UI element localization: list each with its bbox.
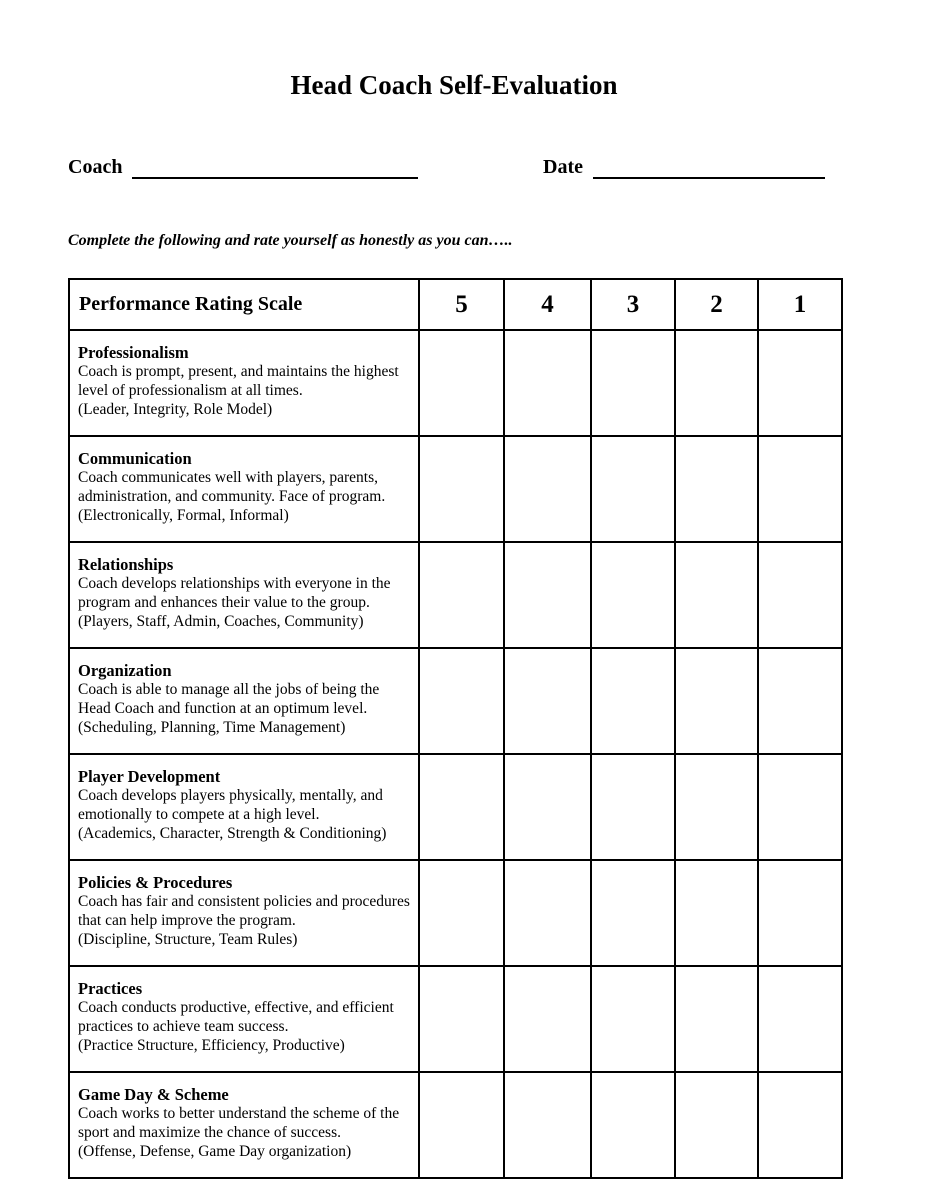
rating-cell-2[interactable] [675, 1072, 758, 1178]
criterion-description: Coach has fair and consistent policies and procedures that can help improve the program. [78, 893, 410, 929]
criterion-description: Coach works to better understand the scheme of the sport and maximize the chance of success. [78, 1105, 400, 1141]
criterion-name: Game Day & Scheme [78, 1085, 229, 1104]
criterion-tags: (Practice Structure, Efficiency, Productive) [78, 1037, 345, 1054]
criterion-name: Relationships [78, 555, 174, 574]
page-title: Head Coach Self-Evaluation [290, 70, 618, 100]
rating-cell-2[interactable] [675, 436, 758, 542]
table-row [69, 542, 842, 648]
rating-cell-3[interactable] [591, 542, 675, 648]
table-row [69, 754, 842, 860]
table-row [69, 330, 842, 436]
rating-cell-2[interactable] [675, 966, 758, 1072]
rating-scale-header: Performance Rating Scale [69, 279, 419, 330]
rating-cell-5[interactable] [419, 436, 504, 542]
criterion-cell [69, 436, 419, 542]
table-row [69, 966, 842, 1072]
rating-cell-3[interactable] [591, 648, 675, 754]
criterion-name: Policies & Procedures [78, 873, 233, 892]
rating-cell-5[interactable] [419, 648, 504, 754]
rating-cell-4[interactable] [504, 436, 591, 542]
rating-cell-4[interactable] [504, 754, 591, 860]
coach-name-line[interactable] [132, 155, 418, 179]
rating-cell-5[interactable] [419, 754, 504, 860]
criterion-tags: (Electronically, Formal, Informal) [78, 507, 289, 524]
criterion-tags: (Players, Staff, Admin, Coaches, Community) [78, 613, 364, 630]
criterion-name: Player Development [78, 767, 221, 786]
table-row [69, 860, 842, 966]
coach-field [68, 155, 418, 179]
score-header-2: 2 [675, 279, 758, 330]
coach-label: Coach [68, 156, 123, 178]
rating-cell-4[interactable] [504, 966, 591, 1072]
criterion-name: Communication [78, 449, 192, 468]
criterion-tags: (Academics, Character, Strength & Conditioning) [78, 825, 387, 842]
evaluation-table [68, 278, 843, 1179]
date-label: Date [543, 156, 583, 178]
criterion-tags: (Offense, Defense, Game Day organization) [78, 1143, 352, 1160]
rating-cell-3[interactable] [591, 754, 675, 860]
rating-cell-3[interactable] [591, 436, 675, 542]
criterion-cell [69, 966, 419, 1072]
date-field [543, 155, 825, 179]
rating-cell-5[interactable] [419, 542, 504, 648]
score-header-4: 4 [504, 279, 591, 330]
table-header-row [69, 279, 842, 330]
rating-cell-1[interactable] [758, 436, 842, 542]
rating-cell-1[interactable] [758, 860, 842, 966]
rating-cell-3[interactable] [591, 330, 675, 436]
rating-cell-2[interactable] [675, 330, 758, 436]
rating-cell-3[interactable] [591, 966, 675, 1072]
score-header-5: 5 [419, 279, 504, 330]
rating-cell-5[interactable] [419, 966, 504, 1072]
criterion-name: Organization [78, 661, 172, 680]
table-row [69, 1072, 842, 1178]
rating-cell-4[interactable] [504, 648, 591, 754]
criterion-name: Practices [78, 979, 143, 998]
rating-cell-4[interactable] [504, 330, 591, 436]
criterion-cell [69, 754, 419, 860]
criterion-cell [69, 330, 419, 436]
rating-cell-3[interactable] [591, 860, 675, 966]
rating-cell-1[interactable] [758, 966, 842, 1072]
criterion-description: Coach is able to manage all the jobs of being the Head Coach and function at an optimum level. [78, 681, 380, 717]
criterion-cell [69, 1072, 419, 1178]
rating-cell-4[interactable] [504, 542, 591, 648]
criterion-description: Coach is prompt, present, and maintains the highest level of professionalism at all times. [78, 363, 399, 399]
rating-cell-2[interactable] [675, 860, 758, 966]
rating-cell-5[interactable] [419, 860, 504, 966]
criterion-name: Professionalism [78, 343, 189, 362]
criterion-description: Coach develops players physically, mentally, and emotionally to compete at a high level. [78, 787, 383, 823]
criterion-description: Coach communicates well with players, parents, administration, and community. Face of program. [78, 469, 386, 505]
criterion-tags: (Scheduling, Planning, Time Management) [78, 719, 346, 736]
criterion-cell [69, 648, 419, 754]
rating-cell-2[interactable] [675, 754, 758, 860]
table-row [69, 436, 842, 542]
date-line[interactable] [593, 155, 825, 179]
criterion-description: Coach develops relationships with everyone in the program and enhances their value to the group. [78, 575, 391, 611]
instructions: Complete the following and rate yourself as honestly as you can….. [68, 232, 513, 249]
rating-cell-5[interactable] [419, 1072, 504, 1178]
criterion-tags: (Leader, Integrity, Role Model) [78, 401, 273, 418]
criterion-cell [69, 860, 419, 966]
rating-cell-2[interactable] [675, 542, 758, 648]
rating-cell-1[interactable] [758, 1072, 842, 1178]
criterion-tags: (Discipline, Structure, Team Rules) [78, 931, 298, 948]
score-header-3: 3 [591, 279, 675, 330]
score-header-1: 1 [758, 279, 842, 330]
criterion-cell [69, 542, 419, 648]
table-row [69, 648, 842, 754]
rating-cell-1[interactable] [758, 754, 842, 860]
rating-cell-3[interactable] [591, 1072, 675, 1178]
rating-cell-4[interactable] [504, 1072, 591, 1178]
rating-cell-2[interactable] [675, 648, 758, 754]
rating-cell-1[interactable] [758, 542, 842, 648]
rating-cell-1[interactable] [758, 330, 842, 436]
criterion-description: Coach conducts productive, effective, and efficient practices to achieve team success. [78, 999, 394, 1035]
rating-cell-1[interactable] [758, 648, 842, 754]
rating-cell-5[interactable] [419, 330, 504, 436]
rating-cell-4[interactable] [504, 860, 591, 966]
